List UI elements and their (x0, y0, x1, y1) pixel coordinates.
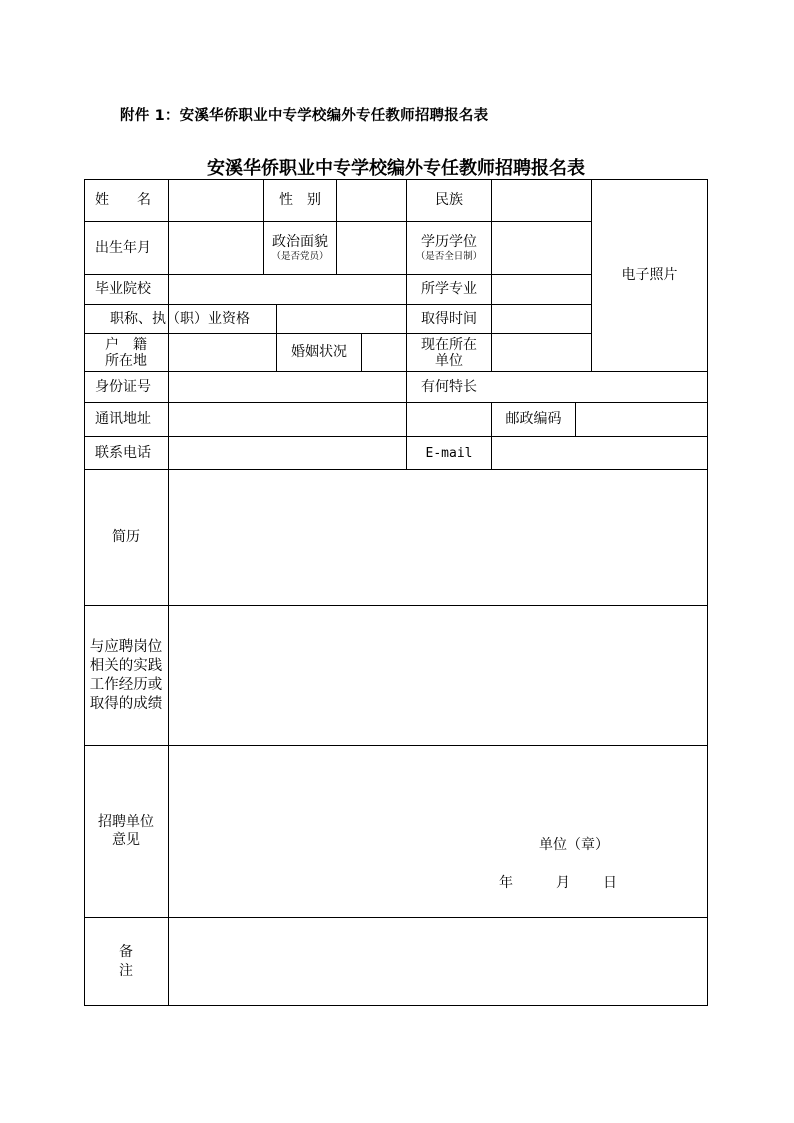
label-marital: 婚姻状况 (291, 344, 347, 360)
postcode-field[interactable] (576, 403, 707, 436)
label-experience-line2: 相关的实践 (89, 657, 163, 674)
address-field[interactable] (169, 403, 491, 436)
label-gender: 性 别 (279, 192, 321, 208)
label-major: 所学专业 (421, 281, 477, 297)
specialty-field[interactable] (492, 372, 707, 402)
label-political (264, 222, 336, 274)
unit-stamp-label: 单位（章） (539, 837, 609, 853)
table-line (707, 179, 708, 1006)
label-remarks (84, 918, 168, 1005)
employer-field[interactable] (492, 334, 591, 371)
label-degree-text: 学历学位 (421, 233, 477, 250)
date-day-label: 日 (603, 875, 617, 891)
label-remarks-line1: 备 (119, 943, 133, 960)
name-field[interactable] (169, 180, 263, 221)
label-hukou-line2: 所在地 (105, 352, 147, 369)
label-employer-line2: 单位 (435, 352, 463, 369)
marital-field[interactable] (362, 334, 406, 371)
label-photo[interactable] (592, 180, 707, 371)
label-experience-line1: 与应聘岗位 (89, 638, 163, 655)
id-number-field[interactable] (169, 372, 406, 402)
ethnicity-field[interactable] (492, 180, 591, 221)
label-degree (407, 222, 491, 274)
major-field[interactable] (492, 275, 591, 304)
label-phone: 联系电话 (95, 444, 151, 461)
gender-field[interactable] (337, 180, 406, 221)
remarks-field[interactable] (169, 918, 707, 1005)
phone-field[interactable] (169, 437, 406, 469)
label-experience-line4: 取得的成绩 (89, 695, 163, 712)
form-title: 安溪华侨职业中专学校编外专任教师招聘报名表 (207, 158, 585, 179)
obtain-time-field[interactable] (492, 305, 591, 333)
label-photo-text: 电子照片 (621, 267, 678, 283)
opinion-field[interactable] (169, 746, 707, 917)
label-ethnicity: 民族 (435, 192, 463, 208)
label-hukou-line1: 户 籍 (105, 336, 147, 353)
label-employer-line1: 现在所在 (421, 336, 477, 353)
email-field[interactable] (492, 437, 707, 469)
label-employer (407, 334, 491, 371)
table-line (84, 1005, 708, 1006)
label-political-note: （是否党员） (271, 250, 329, 262)
degree-field[interactable] (492, 222, 591, 274)
label-address: 通讯地址 (95, 411, 151, 427)
label-postcode: 邮政编码 (505, 411, 562, 427)
attachment-heading: 附件 1：安溪华侨职业中专学校编外专任教师招聘报名表 (120, 108, 489, 124)
label-obtain-time: 取得时间 (421, 310, 477, 327)
hukou-field[interactable] (169, 334, 276, 371)
label-qualification: 职称、执（职）业资格 (110, 310, 250, 327)
label-opinion-line1: 招聘单位 (98, 814, 154, 830)
label-school: 毕业院校 (95, 281, 151, 297)
qualification-field[interactable] (277, 305, 406, 333)
label-specialty: 有何特长 (421, 378, 477, 395)
label-political-text: 政治面貌 (272, 233, 328, 250)
label-experience (84, 606, 168, 745)
label-remarks-line2: 注 (119, 962, 133, 979)
label-resume: 简历 (112, 529, 140, 545)
label-degree-note: （是否全日制） (415, 250, 483, 262)
school-field[interactable] (169, 275, 406, 304)
birth-field[interactable] (169, 222, 263, 274)
resume-field[interactable] (169, 470, 707, 605)
date-month-label: 月 (556, 875, 570, 891)
label-email: E-mail (425, 445, 473, 461)
date-year-label: 年 (499, 875, 513, 891)
political-field[interactable] (337, 222, 406, 274)
label-hukou (84, 334, 168, 371)
label-birth: 出生年月 (95, 239, 151, 256)
label-id-number: 身份证号 (95, 378, 151, 395)
experience-field[interactable] (169, 606, 707, 745)
label-opinion-line2: 意见 (112, 832, 140, 848)
label-experience-line3: 工作经历或 (89, 676, 163, 693)
label-name: 姓 名 (95, 192, 151, 208)
label-opinion (84, 802, 168, 860)
